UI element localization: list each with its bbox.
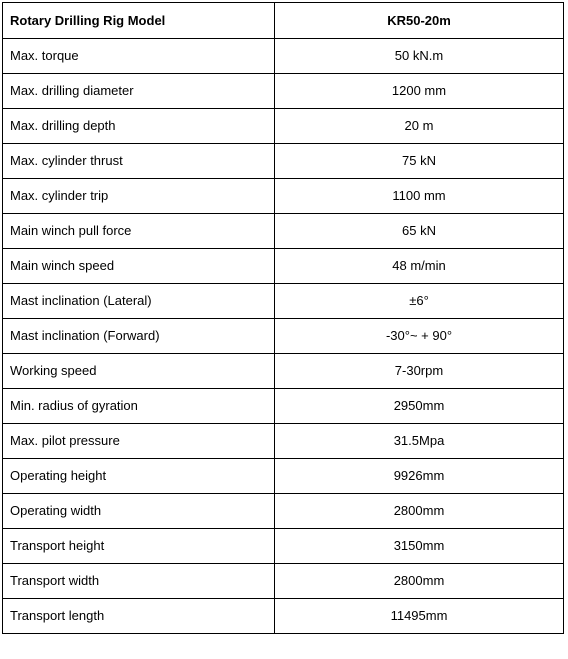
header-parameter-cell: Rotary Drilling Rig Model xyxy=(3,3,275,39)
parameter-cell: Operating height xyxy=(3,459,275,494)
value-cell: 11495mm xyxy=(275,599,564,634)
table-row xyxy=(3,564,564,599)
parameter-cell: Max. torque xyxy=(3,39,275,74)
spec-table-header xyxy=(3,3,564,39)
value-cell: 2800mm xyxy=(275,564,564,599)
header-model-cell: KR50-20m xyxy=(275,3,564,39)
value-cell: 1100 mm xyxy=(275,179,564,214)
value-cell: 2800mm xyxy=(275,494,564,529)
value-cell: 3150mm xyxy=(275,529,564,564)
value-cell: 65 kN xyxy=(275,214,564,249)
value-cell: 75 kN xyxy=(275,144,564,179)
table-row xyxy=(3,74,564,109)
parameter-cell: Mast inclination (Forward) xyxy=(3,319,275,354)
table-row xyxy=(3,459,564,494)
value-cell: 7-30rpm xyxy=(275,354,564,389)
table-row xyxy=(3,494,564,529)
parameter-cell: Transport length xyxy=(3,599,275,634)
table-row xyxy=(3,249,564,284)
parameter-cell: Main winch speed xyxy=(3,249,275,284)
header-row xyxy=(3,3,564,39)
table-row xyxy=(3,39,564,74)
table-row xyxy=(3,179,564,214)
parameter-cell: Working speed xyxy=(3,354,275,389)
value-cell: 50 kN.m xyxy=(275,39,564,74)
parameter-cell: Min. radius of gyration xyxy=(3,389,275,424)
table-row xyxy=(3,389,564,424)
spec-table xyxy=(2,2,564,634)
value-cell: ±6° xyxy=(275,284,564,319)
parameter-cell: Mast inclination (Lateral) xyxy=(3,284,275,319)
value-cell: 20 m xyxy=(275,109,564,144)
table-row xyxy=(3,284,564,319)
parameter-cell: Main winch pull force xyxy=(3,214,275,249)
value-cell: 9926mm xyxy=(275,459,564,494)
table-row xyxy=(3,354,564,389)
table-row xyxy=(3,214,564,249)
value-cell: -30°~ + 90° xyxy=(275,319,564,354)
table-row xyxy=(3,599,564,634)
parameter-cell: Max. cylinder thrust xyxy=(3,144,275,179)
parameter-cell: Operating width xyxy=(3,494,275,529)
value-cell: 1200 mm xyxy=(275,74,564,109)
parameter-cell: Max. cylinder trip xyxy=(3,179,275,214)
parameter-cell: Max. drilling diameter xyxy=(3,74,275,109)
parameter-cell: Max. drilling depth xyxy=(3,109,275,144)
parameter-cell: Transport height xyxy=(3,529,275,564)
table-row xyxy=(3,319,564,354)
table-row xyxy=(3,424,564,459)
value-cell: 2950mm xyxy=(275,389,564,424)
parameter-cell: Max. pilot pressure xyxy=(3,424,275,459)
parameter-cell: Transport width xyxy=(3,564,275,599)
table-row xyxy=(3,144,564,179)
spec-table-body xyxy=(3,39,564,634)
value-cell: 48 m/min xyxy=(275,249,564,284)
table-row xyxy=(3,529,564,564)
value-cell: 31.5Mpa xyxy=(275,424,564,459)
table-row xyxy=(3,109,564,144)
